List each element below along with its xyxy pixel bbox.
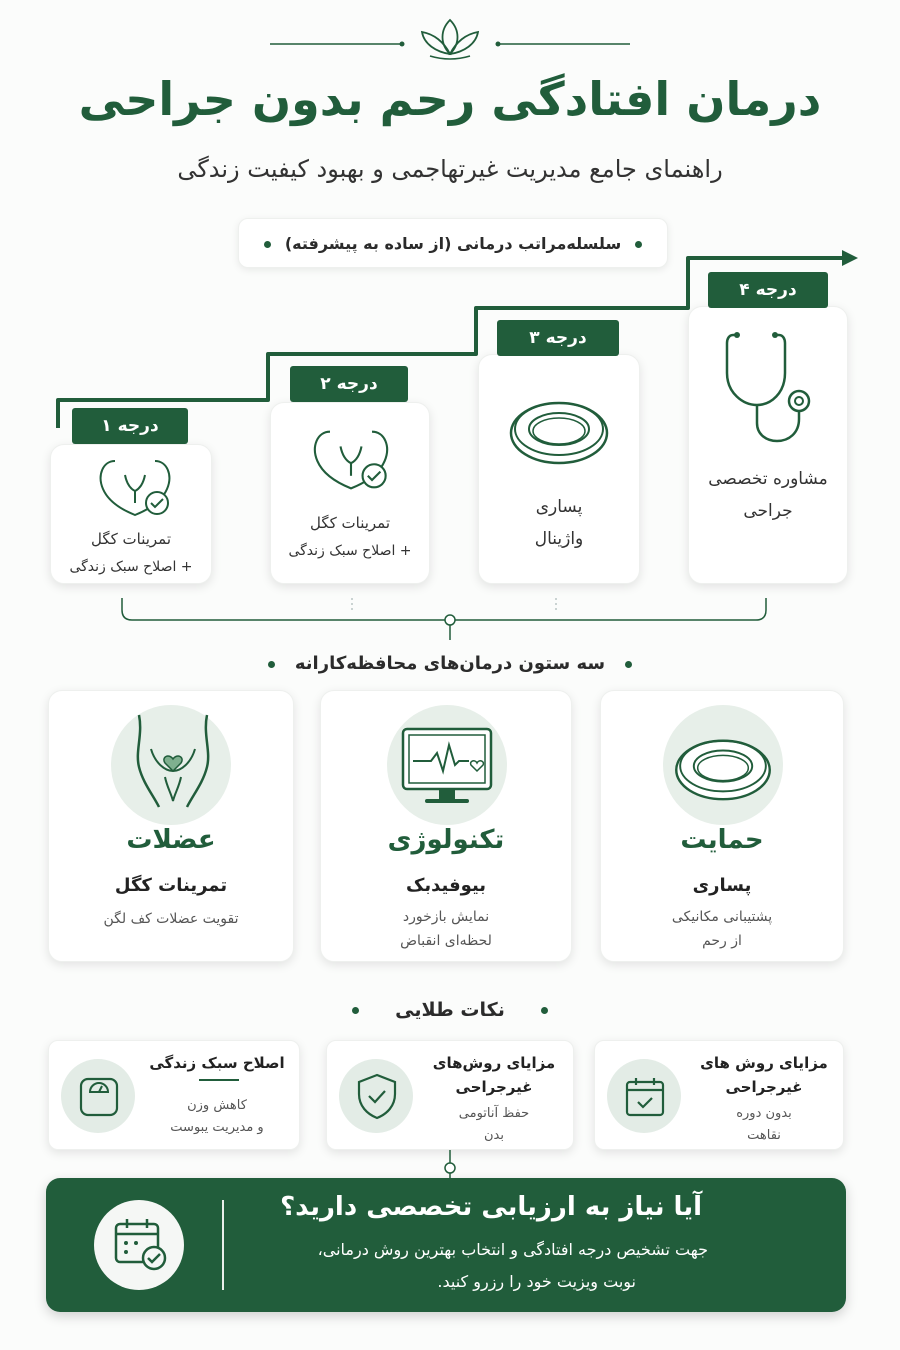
monitor-heartbeat-icon (399, 725, 495, 809)
tip-2-title2: غیرجراحی (455, 1078, 533, 1096)
tips-heading-row (0, 996, 900, 1024)
pillar-technology-desc (321, 905, 571, 953)
tip-1-desc (691, 1103, 837, 1147)
cta-banner[interactable] (46, 1178, 846, 1312)
pillar-technology-desc2: لحظه‌ای انقباض (400, 933, 492, 949)
cta-title: آیا نیاز به ارزیابی تخصصی دارید؟ (280, 1192, 702, 1222)
tip-2-title (423, 1051, 565, 1099)
pillar-card-muscles (48, 690, 294, 962)
pillar-support-title: حمایت (680, 825, 764, 855)
pillar-support-desc (601, 905, 843, 953)
tip-card-no-recovery (594, 1040, 844, 1150)
bullet-dot (268, 661, 275, 668)
pessary-ring-icon (507, 393, 611, 469)
pillar-support-desc1: پشتیبانی مکانیکی (671, 909, 773, 925)
tip-2-desc2: بدن (484, 1128, 504, 1143)
pillar-card-support (600, 690, 844, 962)
tip-3-desc (141, 1095, 293, 1139)
pillar-technology-title: تکنولوژی (387, 825, 505, 855)
hierarchy-heading: سلسله‌مراتب درمانی (از ساده به پیشرفته) (284, 234, 622, 253)
step-label-2: درجه ۲ (290, 366, 408, 402)
tip-1-title1: مزایای روش های (700, 1054, 828, 1072)
step-3-line2: واژینال (534, 529, 584, 549)
pillars-heading-row (0, 650, 900, 678)
step-1-text (51, 525, 211, 581)
tip-1-desc2: نقاهت (747, 1128, 781, 1143)
tip-1-desc1: بدون دوره (736, 1106, 792, 1121)
tip-2-desc1: حفظ آناتومی (458, 1106, 530, 1121)
step-label-3: درجه ۳ (497, 320, 619, 356)
pillar-technology-desc1: نمایش بازخورد (402, 909, 490, 925)
pillar-support-desc2: از رحم (702, 933, 742, 949)
pillar-muscles-desc (49, 907, 293, 931)
pillars-heading: سه ستون درمان‌های محافظه‌کارانه (294, 653, 606, 674)
step-2-line2: + اصلاح سبک زندگی (288, 543, 412, 559)
calendar-check-icon (112, 1216, 168, 1272)
shield-check-icon (354, 1072, 400, 1120)
tip-2-title1: مزایای روش‌های (432, 1054, 556, 1072)
pillar-card-technology (320, 690, 572, 962)
page-subtitle: راهنمای جامع مدیریت غیرتهاجمی و بهبود کیفیت زندگی (177, 155, 723, 183)
step-card-4 (688, 306, 848, 584)
step-label-1: درجه ۱ (72, 408, 188, 444)
step-2-text (271, 509, 429, 565)
step-3-line1: پساری (535, 497, 583, 517)
pillar-muscles-title: عضلات (126, 825, 216, 855)
bullet-dot (541, 1007, 548, 1014)
pelvis-check-icon (95, 455, 175, 519)
tip-1-title (691, 1051, 837, 1099)
page-title: درمان افتادگی رحم بدون جراحی (78, 72, 822, 126)
step-4-line2: جراحی (743, 501, 793, 521)
tip-1-title2: غیرجراحی (725, 1078, 803, 1096)
bullet-dot (352, 1007, 359, 1014)
step-3-text (479, 491, 639, 555)
step-1-line2: + اصلاح سبک زندگی (69, 559, 193, 575)
pillar-technology-subtitle: بیوفیدبک (405, 875, 487, 896)
cta-line2: نوبت ویزیت خود را رزرو کنید. (437, 1272, 636, 1291)
step-card-1 (50, 444, 212, 584)
tip-2-desc (423, 1103, 565, 1147)
tip-3-title1: اصلاح سبک زندگی (149, 1054, 285, 1072)
stethoscope-icon (723, 327, 819, 447)
bullet-dot (625, 661, 632, 668)
calendar-check-icon (623, 1075, 667, 1119)
step-2-line1: تمرینات کگل (309, 514, 391, 532)
tip-3-desc1: کاهش وزن (187, 1098, 247, 1113)
pelvic-muscles-icon (125, 711, 221, 811)
step-4-text (689, 463, 847, 527)
pillar-muscles-desc1: تقویت عضلات کف لگن (103, 911, 239, 927)
pelvis-check-icon (309, 423, 393, 495)
step-card-3 (478, 354, 640, 584)
pillar-muscles-subtitle: تمرینات کگل (114, 875, 228, 896)
step-card-2 (270, 402, 430, 584)
tip-card-lifestyle (48, 1040, 300, 1150)
cta-line1: جهت تشخیص درجه افتادگی و انتخاب بهترین روش درمانی، (317, 1240, 708, 1259)
tip-3-title (141, 1051, 293, 1075)
step-4-line1: مشاوره تخصصی (708, 469, 828, 489)
scale-icon (78, 1076, 120, 1118)
bracket-connector (0, 592, 900, 652)
tips-heading: نکات طلایی (395, 999, 505, 1021)
cta-divider (222, 1200, 224, 1290)
step-label-4: درجه ۴ (708, 272, 828, 308)
pessary-ring-icon (669, 731, 777, 805)
tip-3-underline (199, 1079, 239, 1081)
tip-card-anatomy (326, 1040, 574, 1150)
step-1-line1: تمرینات کگل (90, 530, 172, 548)
lotus-ornament (270, 14, 630, 64)
pillar-support-subtitle: پساری (692, 875, 752, 896)
tip-3-desc2: و مدیریت یبوست (170, 1120, 264, 1135)
